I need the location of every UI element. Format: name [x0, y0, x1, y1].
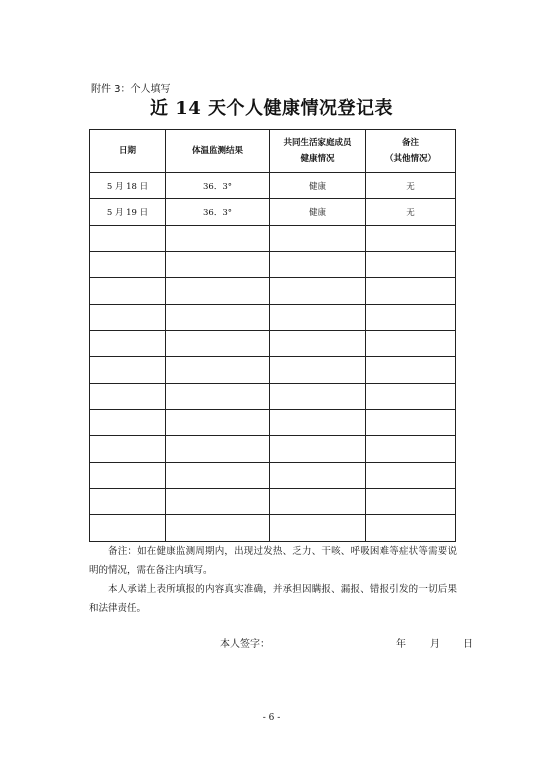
table-cell[interactable]: 5 月 19 日: [90, 199, 166, 225]
table-cell[interactable]: [166, 252, 270, 278]
table-cell[interactable]: [166, 278, 270, 304]
signature-label: 本人签字：: [220, 639, 270, 650]
notes-section: [89, 542, 457, 618]
table-row: [90, 357, 456, 383]
table-cell[interactable]: [270, 436, 366, 462]
table-cell[interactable]: [90, 357, 166, 383]
table-cell[interactable]: 健康: [270, 173, 366, 199]
table-row: [90, 173, 456, 199]
table-row: [90, 252, 456, 278]
table-cell[interactable]: [166, 331, 270, 357]
table-cell[interactable]: [90, 225, 166, 251]
table-row: [90, 489, 456, 515]
table-cell[interactable]: [166, 489, 270, 515]
table-header-row: [90, 130, 456, 173]
table-cell[interactable]: [366, 331, 456, 357]
table-row: [90, 462, 456, 488]
table-cell[interactable]: [90, 304, 166, 330]
table-row: [90, 436, 456, 462]
table-cell[interactable]: [166, 225, 270, 251]
table-cell[interactable]: [270, 278, 366, 304]
table-cell[interactable]: [90, 331, 166, 357]
table-cell[interactable]: [166, 436, 270, 462]
remark-note: 备注：如在健康监测周期内，出现过发热、乏力、干咳、呼吸困难等症状等需要说明的情况，需在备注内填写。: [89, 546, 457, 576]
table-cell[interactable]: [90, 436, 166, 462]
table-cell[interactable]: [366, 489, 456, 515]
table-row: [90, 278, 456, 304]
table-cell[interactable]: [270, 515, 366, 541]
attachment-label: 附件 3：个人填写: [91, 84, 171, 95]
signature-month: 月: [430, 639, 440, 650]
header-date: 日期: [90, 130, 166, 173]
table-cell[interactable]: [166, 410, 270, 436]
table-cell[interactable]: [270, 225, 366, 251]
table-cell[interactable]: [166, 357, 270, 383]
form-title: 近 14 天个人健康情况登记表: [149, 98, 394, 119]
header-family-health: 共同生活家庭成员 健康情况: [270, 130, 366, 173]
table-cell[interactable]: [270, 331, 366, 357]
page-number: - 6 -: [262, 713, 281, 723]
table-cell[interactable]: [90, 252, 166, 278]
table-cell[interactable]: [90, 462, 166, 488]
table-cell[interactable]: [270, 357, 366, 383]
table-cell[interactable]: [270, 252, 366, 278]
header-remarks: 备注 （其他情况）: [366, 130, 456, 173]
table-cell[interactable]: [90, 515, 166, 541]
table-cell[interactable]: [270, 304, 366, 330]
table-cell[interactable]: 无: [366, 199, 456, 225]
table-cell[interactable]: [90, 410, 166, 436]
table-cell[interactable]: [366, 410, 456, 436]
table-cell[interactable]: [90, 383, 166, 409]
table-row: [90, 225, 456, 251]
table-cell[interactable]: 36．3°: [166, 199, 270, 225]
table-row: [90, 410, 456, 436]
table-cell[interactable]: [270, 462, 366, 488]
table-row: [90, 304, 456, 330]
table-cell[interactable]: [166, 304, 270, 330]
table-cell[interactable]: [270, 383, 366, 409]
table-cell[interactable]: [90, 278, 166, 304]
table-cell[interactable]: [166, 515, 270, 541]
table-row: [90, 383, 456, 409]
table-cell[interactable]: [366, 462, 456, 488]
table-cell[interactable]: 无: [366, 173, 456, 199]
signature-year: 年: [396, 639, 406, 650]
table-row: [90, 331, 456, 357]
table-cell[interactable]: 健康: [270, 199, 366, 225]
table-cell[interactable]: [270, 410, 366, 436]
table-cell[interactable]: [90, 489, 166, 515]
table-cell[interactable]: [366, 383, 456, 409]
health-record-table: [89, 129, 456, 542]
table-cell[interactable]: [366, 357, 456, 383]
table-row: [90, 199, 456, 225]
header-temperature: 体温监测结果: [166, 130, 270, 173]
table-cell[interactable]: [366, 278, 456, 304]
table-cell[interactable]: [366, 515, 456, 541]
table-cell[interactable]: [366, 252, 456, 278]
table-cell[interactable]: [366, 436, 456, 462]
table-cell[interactable]: [366, 304, 456, 330]
table-cell[interactable]: 36．3°: [166, 173, 270, 199]
table-cell[interactable]: [270, 489, 366, 515]
table-cell[interactable]: [366, 225, 456, 251]
signature-day: 日: [463, 639, 473, 650]
table-row: [90, 515, 456, 541]
table-cell[interactable]: 5 月 18 日: [90, 173, 166, 199]
table-cell[interactable]: [166, 383, 270, 409]
table-body: [90, 173, 456, 542]
table-cell[interactable]: [166, 462, 270, 488]
commitment-note: 本人承诺上表所填报的内容真实准确，并承担因瞒报、漏报、错报引发的一切后果和法律责任。: [89, 584, 457, 614]
